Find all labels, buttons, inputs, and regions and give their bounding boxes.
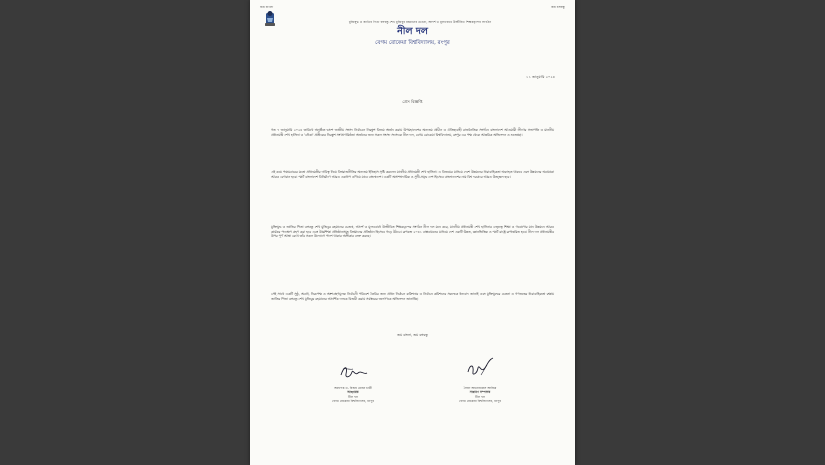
signatory-2-role: সাধারণ সম্পাদক — [469, 390, 491, 395]
signature-1-icon — [338, 363, 370, 381]
press-release-page — [250, 0, 575, 465]
press-release-heading: প্রেস বিজ্ঞপ্তি — [402, 99, 423, 104]
signatory-1-role: আহ্বায়ক — [347, 390, 359, 395]
organization-title: নীল দল — [397, 26, 428, 37]
paragraph-3: মুক্তিযুদ্ধ ও জাতির পিতা বঙ্গবন্ধু শেখ মুজিবুর রহমানের চেতনা, আদর্শ ও মূল্যবোধে উজ্জীবিত শিক্ষকবৃন্দের সংগঠন নীল দল মনে করে, মাননীয় প্রধানমন্ত্রী শেখ হাসিনার নেতৃত্বে শিক্ষা ও গবেষণার মান উন্নয়নে আরও কার্যকর পদক্ষেপ গ্রহণ করা হবে এবং উচ্চশিক্ষা প্রতিষ্ঠানসমূহ বিশ্বমানের প্রতিষ্ঠান হিসেবে গড়ে উঠবে। রূপকল্প ২০৪১ বাস্তবায়নের মাধ্যমে দেশ একটি উন্নত, জ্ঞানভিত্তিক ও স্মার্ট রাষ্ট্রে রূপান্তরিত হবে। নীল দল প্রধানমন্ত্রীর উপর পূর্ণ আস্থা রেখে তাঁর সকল উদ্যোগে পাশে থাকার অঙ্গীকার ব্যক্ত করছে। — [271, 225, 554, 239]
paragraph-1: গত ৭ জানুয়ারি ২০২৪ তারিখে অনুষ্ঠিত দ্বাদশ জাতীয় সংসদ নির্বাচনে নিরঙ্কুশ বিজয় অর্জন করায় উপমহাদেশের অন্যতম প্রাচীন ও ঐতিহ্যবাহী রাজনৈতিক সংগঠন বাংলাদেশ আওয়ামী লীগের সভাপতি ও মাননীয় প্রধানমন্ত্রী শেখ হাসিনা ও 'নৌকা' প্রতীকের নিরঙ্কুশ সংখ্যাগরিষ্ঠতা অর্জনের জন্য সকল সংসদ সদস্যকে নীল দল, বেগম রোকেয়া বিশ্ববিদ্যালয়, রংপুর এর পক্ষ থেকে আন্তরিক অভিনন্দন ও শুভেচ্ছা। — [271, 128, 554, 137]
slogan-left: জয় বাংলা — [260, 5, 274, 9]
university-name: বেগম রোকেয়া বিশ্ববিদ্যালয়, রংপুর — [375, 40, 450, 46]
signatory-2-org: নীল দল — [475, 394, 485, 399]
organization-subtitle: মুক্তিযুদ্ধ ও জাতির পিতা বঙ্গবন্ধু শেখ মুজিবুর রহমানের চেতনা, আদর্শ ও মূল্যবোধে উজ্জীবিত শিক্ষকবৃন্দের সংগঠন — [348, 20, 492, 24]
paragraph-2: এই কয়ে পঞ্চমবারের মতো প্রধানমন্ত্রীর দায়িত্ব নিয়ে বিশ্বরাজনীতির অন্যতম ইতিহাস সৃষ্টি করলেন মাননীয় প্রধানমন্ত্রী শেখ হাসিনা। এ বিজয়ের মাধ্যমে দেশে উন্নয়নের ধারাবাহিকতা অব্যাহত থাকবে এবং উন্নয়নের অগ্রযাত্রা আরও বেগবান হবে। স্মার্ট বাংলাদেশ বিনির্মাণে আরও একধাপ এগিয়ে যাবে বাংলাদেশ। একটি অসাম্প্রদায়িক ও সুখী-সমৃদ্ধ দেশ হিসেবে বাংলাদেশের নাম বিশ্ব দরবারে আরও উজ্জ্বল হবে। — [271, 170, 554, 179]
release-date: ১১ জানুয়ারি ২০২৪ — [526, 75, 555, 79]
signatory-2-name: সৈয়দ আনোয়ারুল আজিম — [463, 386, 497, 390]
closing-slogan: জয় বাংলা, জয় বঙ্গবন্ধু — [397, 333, 428, 337]
paragraph-4: সেই সাথে একটি সুষ্ঠু, অবাধ, নিরপেক্ষ ও অংশগ্রহণমূলক নির্বাচনী পরিবেশ তৈরির জন্য প্রধান নির্বাচন কমিশনার ও নির্বাচন কমিশনের সকলকে ধন্যবাদ জানাই এবং মুক্তিযুদ্ধের চেতনা ও গণতন্ত্রের ধারাবাহিকতা রক্ষায় জাতির পিতা বঙ্গবন্ধু শেখ মুজিবুর রহমানের আদর্শিক দলকে বিজয়ী করায় সর্বস্তরের জনগণকে অভিনন্দন জানাচ্ছি। — [271, 292, 554, 301]
signature-2-icon — [465, 356, 497, 380]
signatory-1-university: বেগম রোকেয়া বিশ্ববিদ্যালয়, রংপুর — [332, 398, 374, 403]
slogan-right: জয় বঙ্গবন্ধু — [551, 5, 565, 9]
signatory-2 — [405, 386, 555, 403]
signatory-2-university: বেগম রোকেয়া বিশ্ববিদ্যালয়, রংপুর — [459, 398, 501, 403]
signatory-1-org: নীল দল — [348, 394, 358, 399]
organization-logo-icon — [264, 10, 276, 27]
signatory-1-name: অধ্যাপক ড. বিজয় মোহন চাকী — [334, 386, 372, 390]
